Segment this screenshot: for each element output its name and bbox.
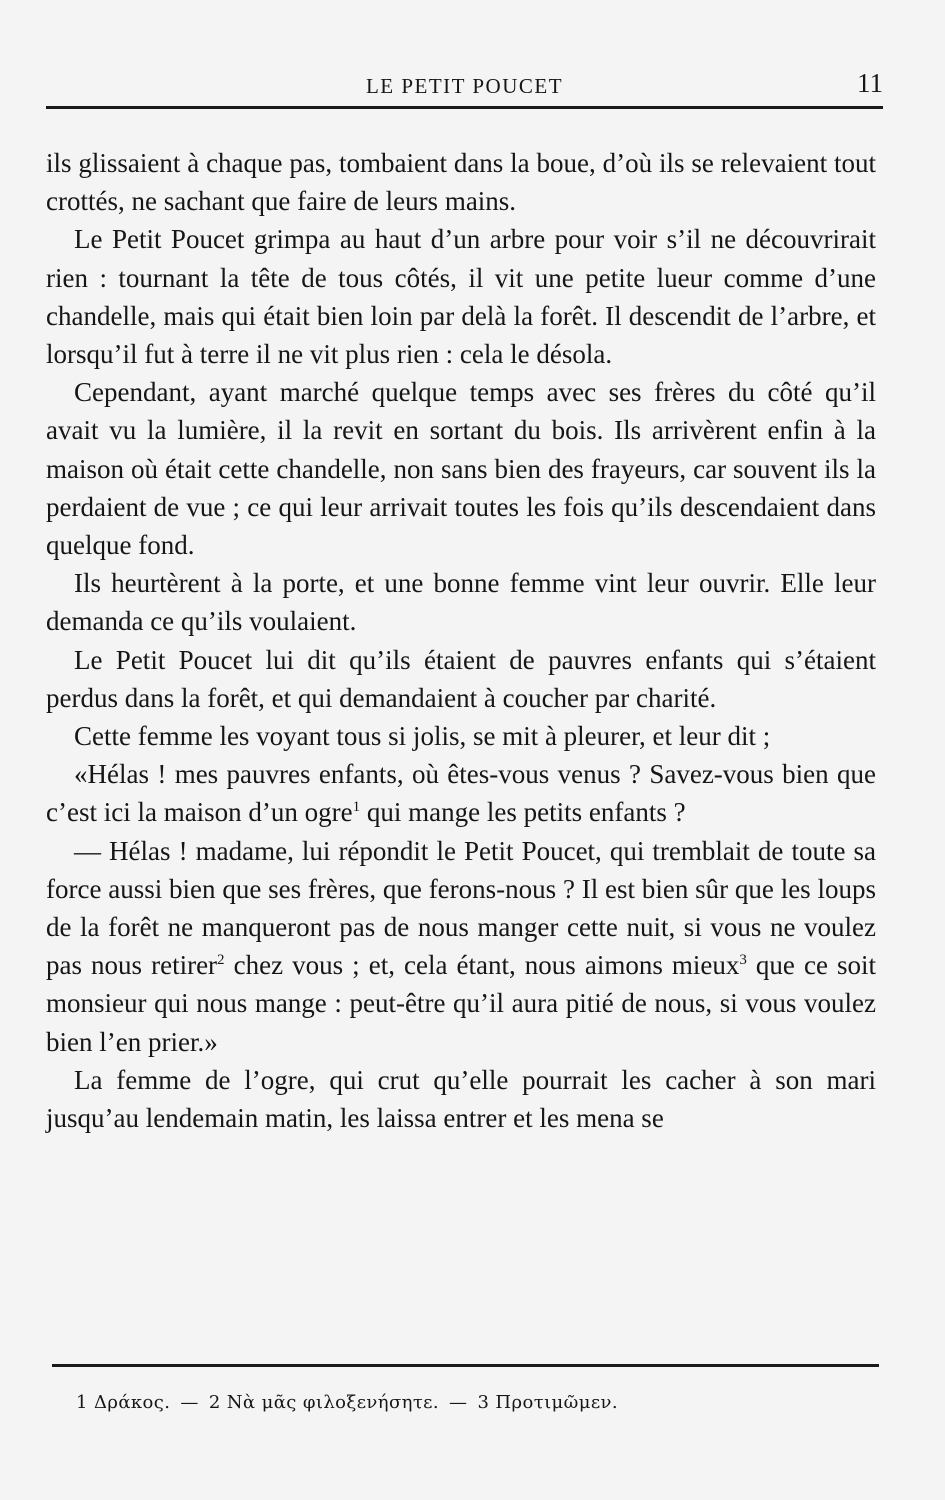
footnote-3: 3 Προτιμῶμεν. (477, 1392, 619, 1413)
footnote-ref-1: 1 (352, 799, 361, 816)
paragraph-8-text-b: chez vous ; et, cela étant, nous aimons mieux (224, 950, 740, 981)
paragraph-2: Le Petit Poucet grimpa au haut d’un arbre pour voir s’il ne découvrirait rien : tournant la tête de tous côtés, il vit une petite lueur comme d’une chandelle, mais qui était bien loin par delà la forêt. Il descendit de l’arbre, et lorsqu’il fut à terre il ne vit plus rien : cela le désola. (46, 224, 876, 370)
paragraph-6: Cette femme les voyant tous si jolis, se mit à pleurer, et leur dit ; (74, 721, 771, 752)
page-header (46, 66, 883, 106)
paragraph-8-text-c: que ce soit monsieur qui nous mange : peut-être qu’il aura pitié de nous, si vous voulez bien l’en prier.» (46, 950, 876, 1057)
footnotes (76, 1392, 875, 1413)
footnote-2: 2 Νὰ μᾶς φιλοξενήσητε. (208, 1392, 440, 1413)
running-title: LE PETIT POUCET (365, 74, 564, 98)
paragraph-3: Cependant, ayant marché quelque temps avec ses frères du côté qu’il avait vu la lumière, il la revit en sortant du bois. Ils arrivèrent enfin à la maison où était cette chandelle, non sans bien des frayeurs, car souvent ils la perdaient de vue ; ce qui leur arrivait toutes les fois qu’ils descendaient dans quelque fond. (46, 377, 876, 561)
footnote-ref-3: 3 (739, 952, 747, 969)
paragraph-7-text-a: «Hélas ! mes pauvres enfants, où êtes-vous venus ? Savez-vous bien que c’est ici la maison d’un ogre (46, 759, 876, 828)
paragraph-5: Le Petit Poucet lui dit qu’ils étaient de pauvres enfants qui s’étaient perdus dans la forêt, et qui demandaient à coucher par charité. (46, 644, 876, 713)
paragraph-8-text-a: — Hélas ! madame, lui répondit le Petit Poucet, qui tremblait de toute sa force aussi bien que ses frères, que ferons-nous ? Il est bien sûr que les loups de la forêt ne manqueront pas de nous manger cette nuit, si vous ne voulez pas nous retirer (46, 835, 876, 981)
paragraph-4: Ils heurtèrent à la porte, et une bonne femme vint leur ouvrir. Elle leur demanda ce qu’ils voulaient. (46, 568, 876, 637)
header-rule (46, 106, 883, 109)
footnote-ref-2: 2 (217, 952, 225, 969)
footnote-separator: — (180, 1392, 199, 1413)
footnote-rule (52, 1364, 879, 1367)
body-text (46, 144, 876, 1137)
page-number: 11 (857, 68, 883, 98)
paragraph-7-text-b: qui mange les petits enfants ? (360, 797, 686, 828)
footnote-separator: — (449, 1392, 468, 1413)
paragraph-1: ils glissaient à chaque pas, tombaient dans la boue, d’où ils se relevaient tout crottés, ne sachant que faire de leurs mains. (46, 148, 876, 217)
paragraph-8 (46, 832, 876, 1061)
paragraph-7 (46, 755, 876, 831)
paragraph-9: La femme de l’ogre, qui crut qu’elle pourrait les cacher à son mari jusqu’au lendemain matin, les laissa entrer et les mena se (46, 1064, 876, 1134)
footnote-1: 1 Δράκος. (76, 1392, 171, 1413)
